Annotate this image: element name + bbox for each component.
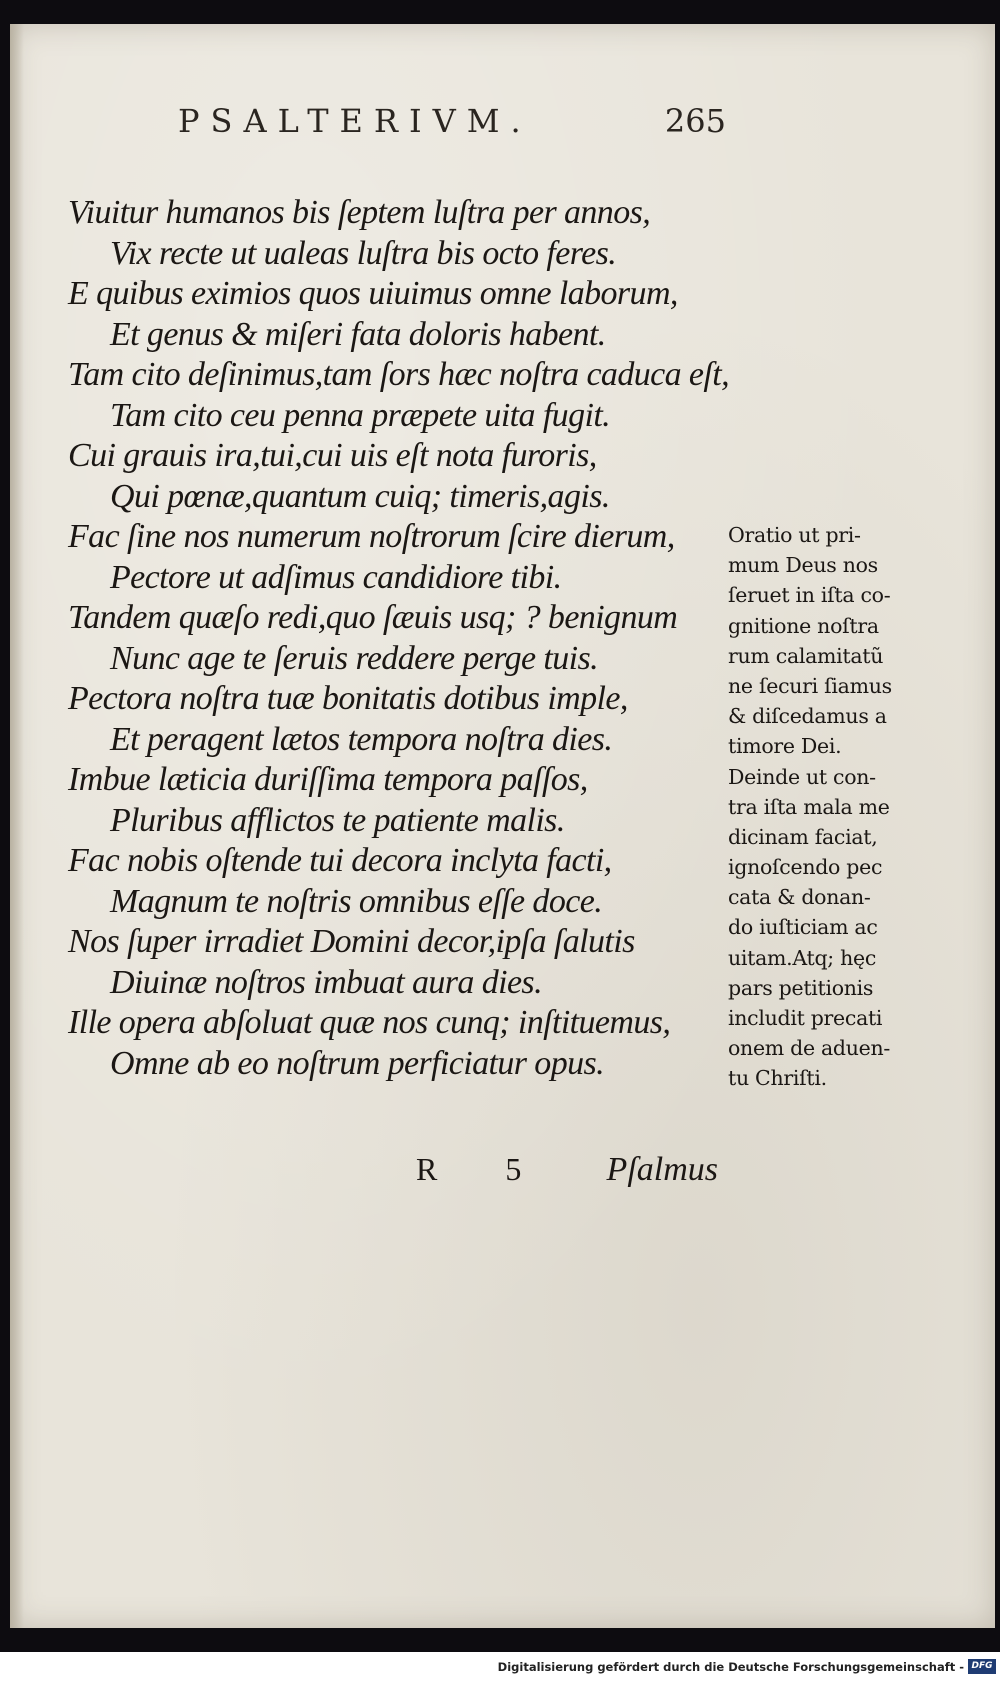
marginal-note-line: onem de aduen-: [728, 1036, 891, 1061]
marginal-note-line: Deinde ut con-: [728, 764, 876, 789]
verse-line: Fac nobis oſtende tui decora inclyta facti,: [68, 842, 612, 879]
running-title: PSALTERIVM.: [178, 102, 532, 140]
verse-line: Omne ab eo noſtrum perficiatur opus.: [110, 1044, 605, 1082]
verse-line: Diuinæ noſtros imbuat aura dies.: [110, 963, 542, 1001]
credit-bar: [0, 1652, 1000, 1682]
marginal-note-line: timore Dei.: [728, 734, 842, 759]
verse-line: E quibus eximios quos uiuimus omne laborum,: [68, 275, 678, 312]
verse-line: Tam cito deſinimus,tam ſors hæc noſtra caduca eſt,: [68, 356, 730, 393]
verse-line: Pectore ut adſimus candidiore tibi.: [110, 558, 562, 596]
verse-line: Cui grauis ira,tui,cui uis eſt nota furoris,: [68, 437, 597, 474]
marginal-note-line: mum Deus nos: [728, 553, 878, 578]
verse-line: Et peragent lætos tempora noſtra dies.: [110, 720, 613, 758]
marginal-note-line: Oratio ut pri-: [728, 523, 861, 547]
signature-mark: R 5: [416, 1151, 552, 1187]
marginal-note-line: tra iſta mala me: [728, 794, 890, 819]
marginal-note-line: includit precati: [728, 1006, 883, 1030]
marginal-note-line: gnitione noſtra: [728, 613, 879, 638]
page-number: 265: [664, 102, 726, 140]
verse-line: Ille opera abſoluat quæ nos cunq; inſtituemus,: [68, 1004, 671, 1041]
marginal-note-line: cata & donan-: [728, 885, 871, 910]
verse-line: Pluribus afflictos te patiente malis.: [110, 801, 565, 839]
dfg-logo-icon: DFG: [968, 1659, 996, 1674]
catchword: Pſalmus: [606, 1151, 718, 1188]
verse-line: Et genus & miſeri fata doloris habent.: [110, 315, 606, 353]
marginal-note-line: rum calamitatũ: [728, 643, 884, 668]
verse-line: Nos ſuper irradiet Domini decor,ipſa ſalutis: [68, 923, 635, 960]
verse-line: Nunc age te ſeruis reddere perge tuis.: [110, 639, 599, 677]
verse-line: Vix recte ut ualeas luſtra bis octo feres.: [110, 234, 617, 272]
marginal-note: [728, 520, 928, 1094]
marginal-note-line: ne ſecuri ſiamus: [728, 673, 892, 698]
page-fold-shadow: [10, 24, 24, 1628]
marginal-note-line: dicinam faciat,: [728, 824, 878, 849]
verse-block: [68, 193, 730, 1084]
running-head: [178, 102, 726, 158]
verse-line: Viuitur humanos bis ſeptem luſtra per annos,: [68, 194, 651, 231]
marginal-note-line: ſeruet in iſta co-: [728, 583, 891, 608]
marginal-note-line: pars petitionis: [728, 975, 874, 1000]
marginal-note-line: & diſcedamus a: [728, 704, 887, 729]
verse-line: Magnum te noſtris omnibus eſſe doce.: [110, 882, 603, 920]
verse-line: Pectora noſtra tuæ bonitatis dotibus imple,: [68, 680, 628, 717]
verse-line: Imbue læticia duriſſima tempora paſſos,: [68, 761, 588, 798]
marginal-note-line: ignoſcendo pec: [728, 855, 883, 880]
page-footer: [68, 1151, 718, 1195]
verse-line: Tandem quæſo redi,quo ſæuis usq; ? benignum: [68, 599, 678, 636]
marginal-note-line: uitam.Atq; hęc: [728, 945, 877, 970]
marginal-note-line: tu Chriſti.: [728, 1066, 827, 1091]
marginal-note-line: do iuſticiam ac: [728, 915, 878, 940]
verse-line: Qui pœnæ,quantum cuiq; timeris,agis.: [110, 477, 610, 515]
verse-line: Fac ſine nos numerum noſtrorum ſcire dierum,: [68, 518, 675, 555]
verse-line: Tam cito ceu penna præpete uita fugit.: [110, 396, 611, 434]
digitization-credit: Digitalisierung gefördert durch die Deutsche Forschungsgemeinschaft -: [497, 1660, 964, 1674]
